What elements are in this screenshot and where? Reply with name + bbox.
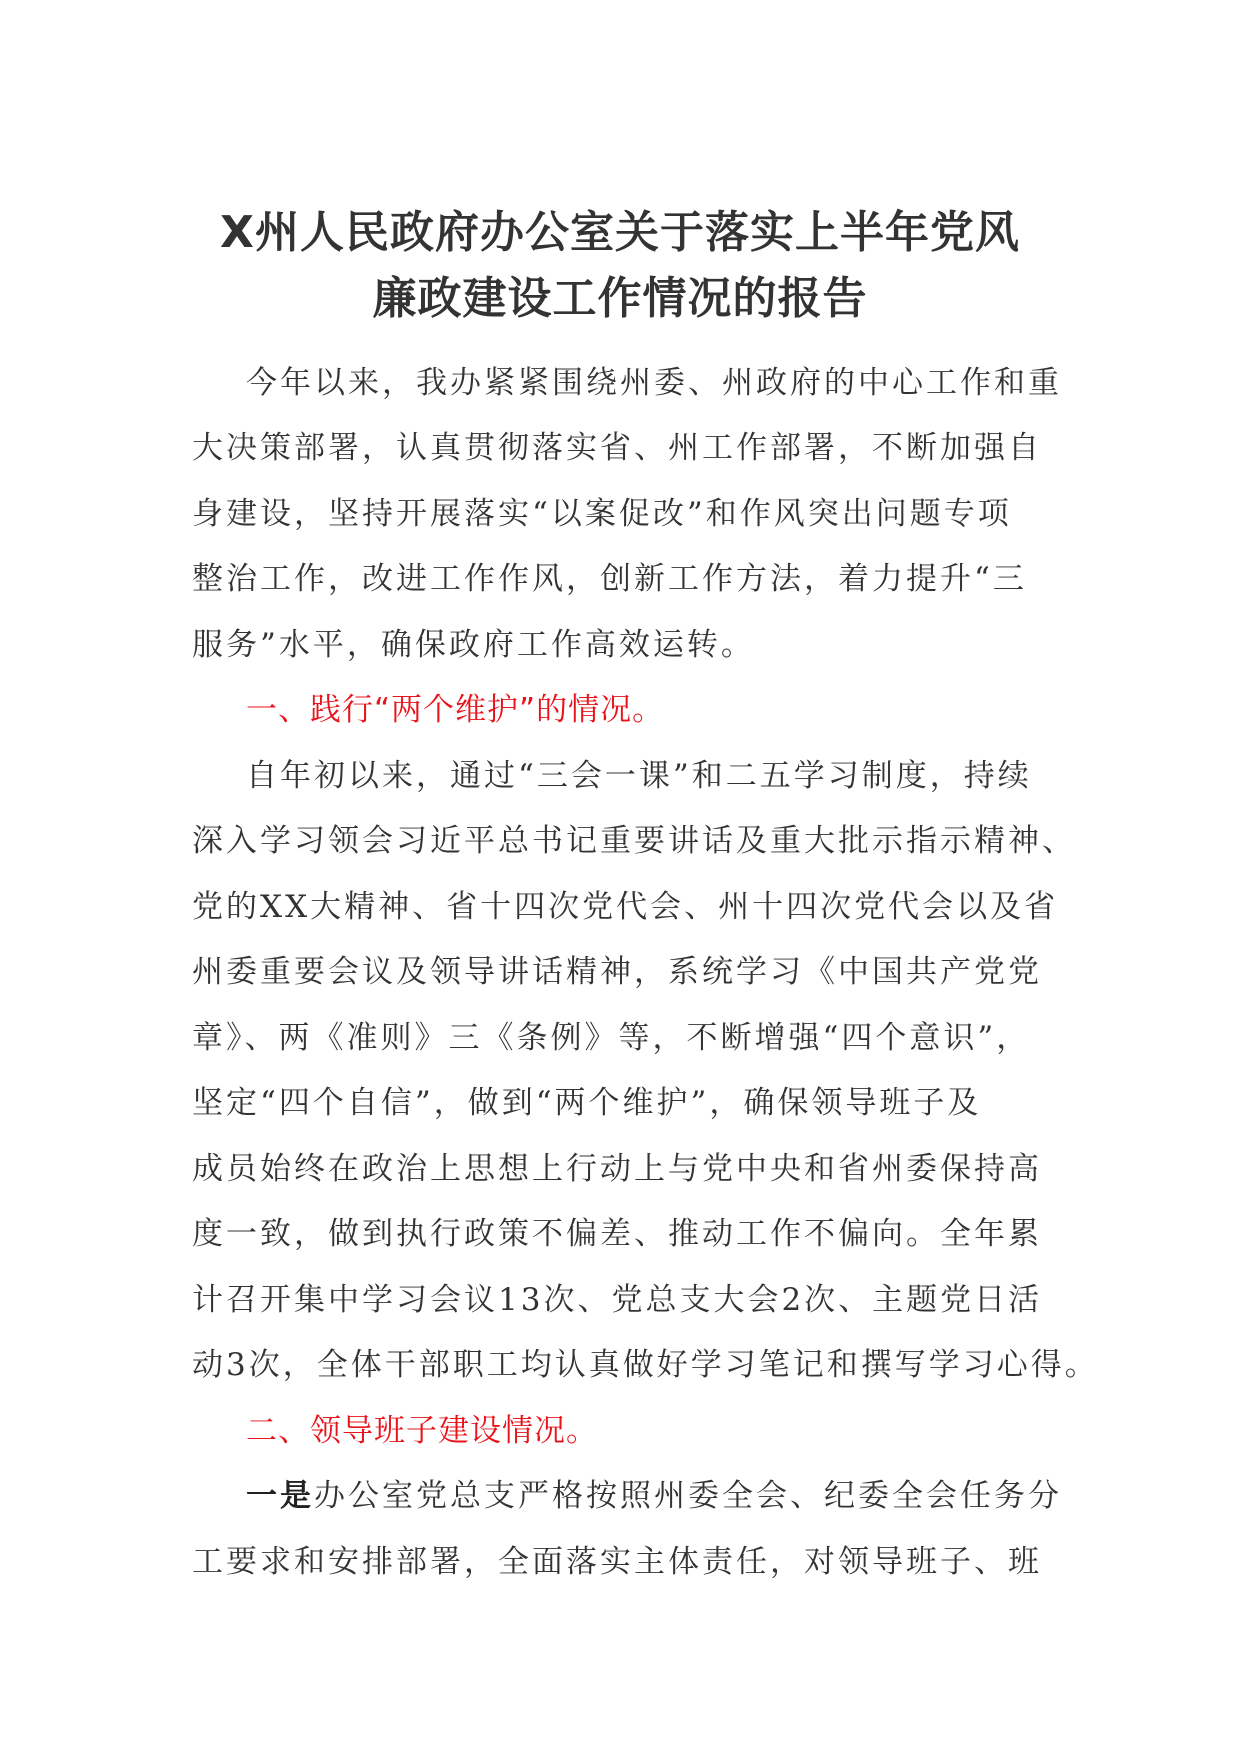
section-heading-1: 一、践行“两个维护”的情况。 [246,692,665,728]
paragraph-line: 州委重要会议及领导讲话精神，系统学习《中国共产党党 [192,954,1042,990]
paragraph-lead: 一是 [246,1478,314,1514]
paragraph-line: 度一致，做到执行政策不偏差、推动工作不偏向。全年累 [192,1216,1042,1252]
paragraph-line: 章》、两《准则》三《条例》等，不断增强“四个意识”， [192,1020,1031,1056]
paragraph-line: 计召开集中学习会议13次、党总支大会2次、主题党日活 [192,1282,1043,1318]
paragraph-line: 整治工作，改进工作作风，创新工作方法，着力提升“三 [192,561,1027,597]
paragraph-line: 党的XX大精神、省十四次党代会、州十四次党代会以及省 [192,889,1059,925]
paragraph-line: 身建设，坚持开展落实“以案促改”和作风突出问题专项 [192,496,1012,532]
document-title-line-2: 廉政建设工作情况的报告 [372,273,868,324]
paragraph-line: 大决策部署，认真贯彻落实省、州工作部署，不断加强自 [192,430,1042,466]
paragraph-line: 今年以来，我办紧紧围绕州委、州政府的中心工作和重 [246,365,1062,401]
section-heading-2: 二、领导班子建设情况。 [246,1413,598,1449]
paragraph-text: 办公室党总支严格按照州委全会、纪委全会任务分 [314,1478,1062,1514]
document-title-line-1: X州人民政府办公室关于落实上半年党风 [220,207,1020,258]
paragraph-line: 工要求和安排部署，全面落实主体责任，对领导班子、班 [192,1544,1042,1580]
paragraph-line [246,1476,1062,1516]
paragraph-line: 坚定“四个自信”，做到“两个维护”，确保领导班子及 [192,1085,982,1121]
paragraph-line: 深入学习领会习近平总书记重要讲话及重大批示指示精神、 [192,823,1076,859]
paragraph-line: 自年初以来，通过“三会一课”和二五学习制度，持续 [246,758,1032,794]
paragraph-line: 服务”水平，确保政府工作高效运转。 [192,627,755,663]
paragraph-line: 成员始终在政治上思想上行动上与党中央和省州委保持高 [192,1151,1042,1187]
paragraph-line: 动3次，全体干部职工均认真做好学习笔记和撰写学习心得。 [192,1347,1099,1383]
